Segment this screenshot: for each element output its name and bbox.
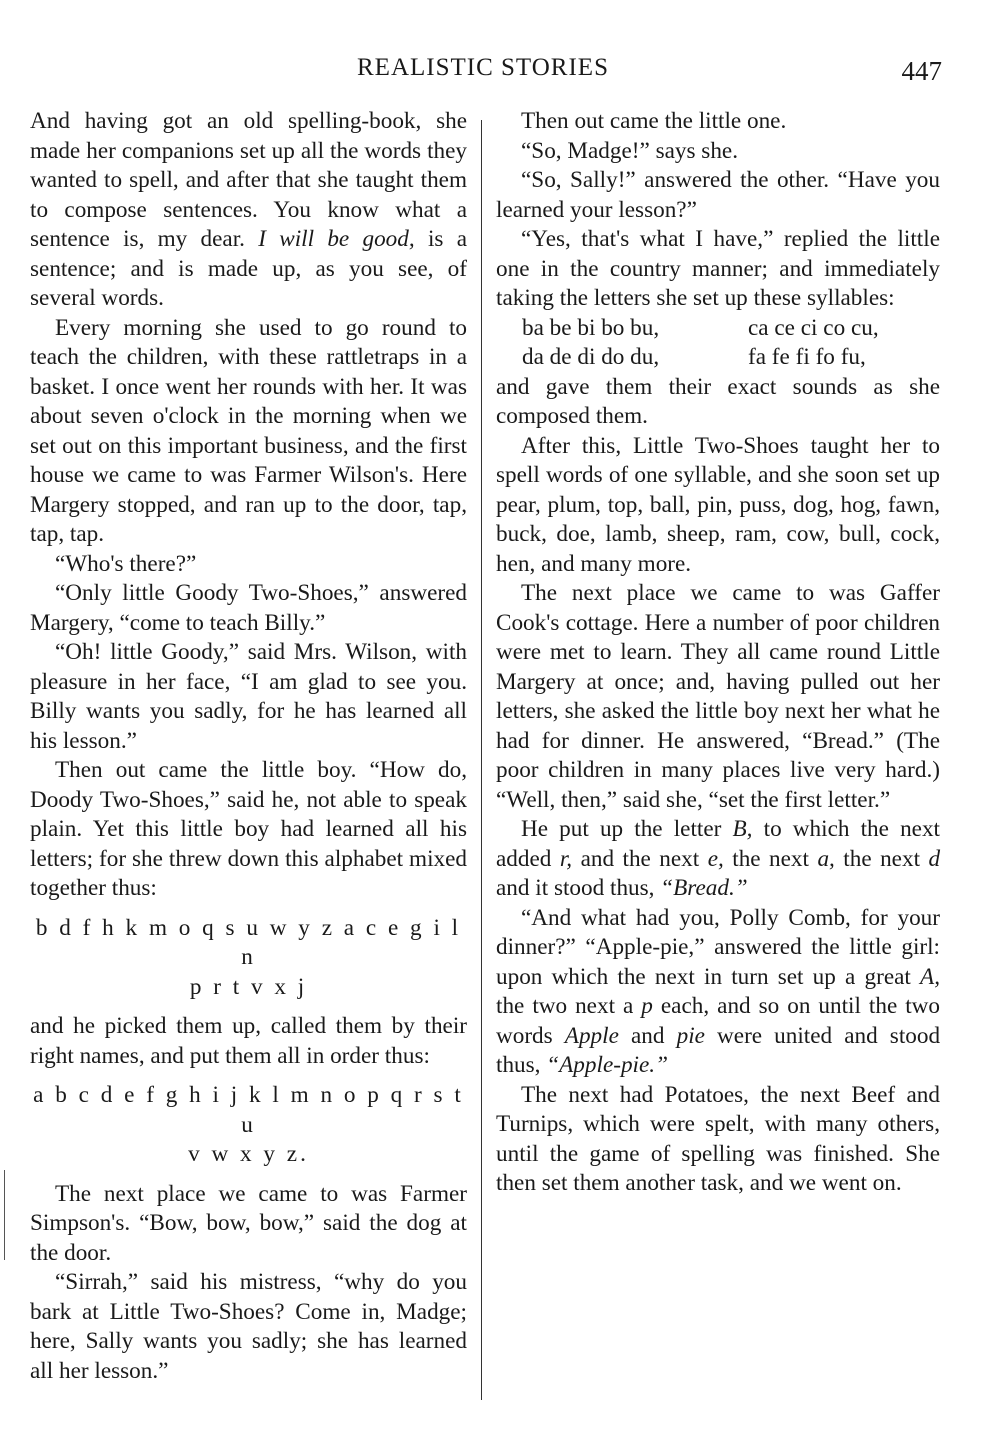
paragraph: The next had Potatoes, the next Beef and Turnips, which were spelt, with many others, until the game of spelling was finished. She then set them another task, and we went on.: [496, 1081, 940, 1196]
column-divider: [481, 120, 482, 1400]
paragraph: “Sirrah,” said his mistress, “why do you bark at Little Two-Shoes? Come in, Madge; here, Sally wants you sadly; she has learned all her lesson.”: [30, 1269, 467, 1384]
page-number: 447: [901, 56, 942, 86]
syllable-row: [496, 314, 940, 344]
syllables: fa fe fi fo fu,: [748, 344, 866, 370]
paragraph: “And what had you, Polly Comb, for your dinner?” “Apple-pie,” answered the little girl: upon which the next in turn set up a great A, the two next a p each, and so on until the two words Apple and pie were united and stood thus, “Apple-pie.”: [496, 904, 941, 1078]
paragraph: and he picked them up, called them by their right names, and put them all in order thus:: [30, 1013, 467, 1069]
paragraph: “Who's there?”: [55, 550, 197, 577]
paragraph: “Only little Goody Two-Shoes,” answered Margery, “come to teach Billy.”: [30, 580, 467, 636]
syllables: ca ce ci co cu,: [748, 314, 879, 341]
paragraph: The next place we came to was Farmer Simpson's. “Bow, bow, bow,” said the dog at the door.: [30, 1180, 467, 1266]
paragraph: The next place we came to was Gaffer Cook's cottage. Here a number of poor children were met to learn. They all came round Little Margery at once; and, having pulled out her letters, she asked the little boy next her what he had for dinner. He answered, “Bread.” (The poor children in many places live very hard.) “Well, then,” said she, “set the first letter.”: [496, 580, 940, 813]
paragraph: And having got an old spelling-book, she made her companions set up all the words they wanted to spell, and after that she taught them to compose sentences. You know what a sentence is, my dear. I will be good, is a sentence; and is made up, as you see, of several words.: [30, 108, 467, 311]
ordered-alphabet-line-1: a b c d e f g h i j k l m n o p q r s t u: [33, 1082, 464, 1138]
paragraph: “So, Madge!” says she.: [521, 137, 739, 164]
running-head: REALISTIC STORIES: [357, 54, 609, 81]
paragraph: Then out came the little one.: [521, 108, 787, 134]
paragraph: After this, Little Two-Shoes taught her to spell words of one syllable, and she soon set up pear, plum, top, ball, pin, puss, dog, hog, fawn, buck, doe, lamb, sheep, ram, cow, bull, cock, hen, and many more.: [496, 432, 940, 577]
mixed-alphabet-line-1: b d f h k m o q s u w y z a c e g i l n: [35, 914, 462, 970]
ordered-alphabet-line-2: v w x y z.: [188, 1141, 309, 1167]
paragraph: and gave them their exact sounds as she composed them.: [496, 373, 940, 429]
left-column: [30, 107, 467, 1386]
paragraph: Then out came the little boy. “How do, Doody Two-Shoes,” said he, not able to speak plain. Yet this little boy had learned all his letters; for she threw down this alphabet mixed together thus:: [30, 757, 467, 901]
paragraph: “Oh! little Goody,” said Mrs. Wilson, with pleasure in her face, “I am glad to see you. Billy wants you sadly, for he has learned all his lesson.”: [30, 639, 467, 754]
paragraph: “Yes, that's what I have,” replied the little one in the country manner; and immediately taking the letters she set up these syllables:: [496, 226, 940, 311]
syllables: ba be bi bo bu,: [522, 314, 660, 341]
italic-sentence: I will be good,: [258, 226, 415, 252]
margin-mark: [4, 1170, 5, 1260]
page-header: [0, 50, 1000, 86]
paragraph: Every morning she used to go round to teach the children, with these rattletraps in a basket. I once went her rounds with her. It was about seven o'clock in the morning when we set out on this important business, and the first house we came to was Farmer Wilson's. Here Margery stopped, and ran up to the door, tap, tap, tap.: [30, 314, 467, 547]
syllable-row: [496, 343, 940, 373]
paragraph: He put up the letter B, to which the next added r, and the next e, the next a, the next d and it stood thus, “Bread.”: [496, 816, 941, 901]
syllables: da de di do du,: [522, 344, 660, 370]
right-column: [496, 107, 940, 1199]
paragraph: “So, Sally!” answered the other. “Have you learned your lesson?”: [496, 167, 940, 223]
mixed-alphabet-line-2: p r t v x j: [189, 973, 308, 1000]
